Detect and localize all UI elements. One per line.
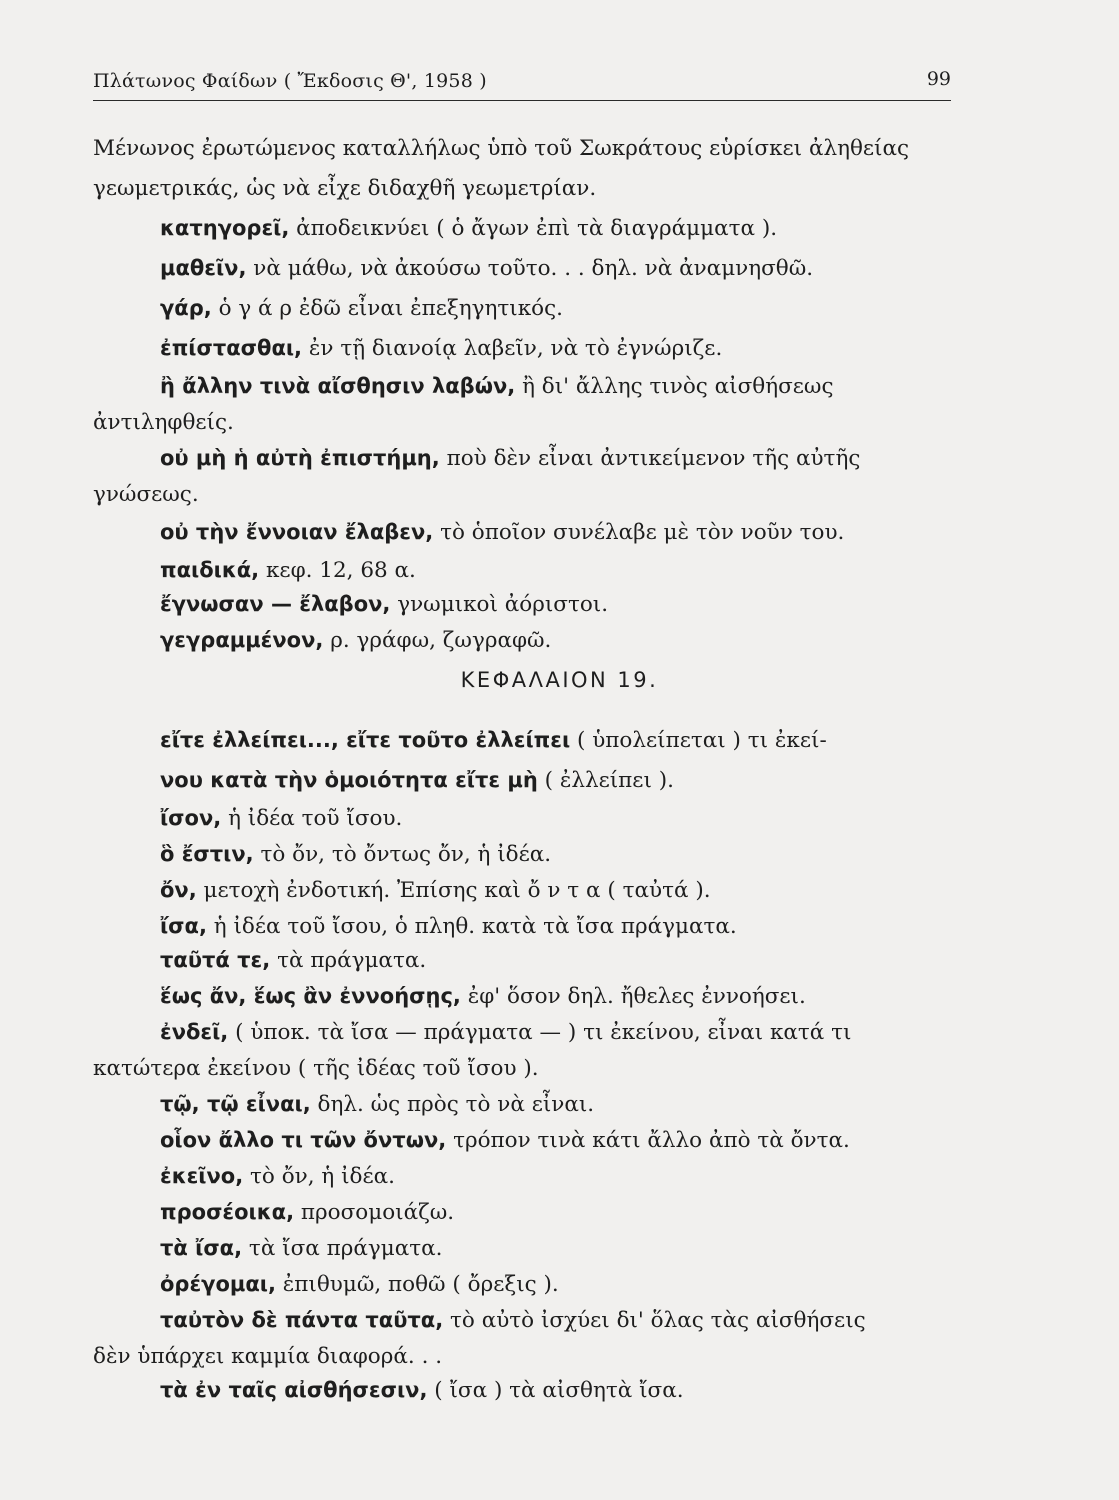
lemma: οὐ τὴν ἔννοιαν ἔλαβεν, — [160, 520, 434, 544]
lemma: οὐ μὴ ἡ αὐτὴ ἐπιστήμη, — [160, 446, 440, 470]
text-line — [160, 1130, 850, 1152]
text-line — [160, 880, 711, 902]
gloss: ἡ ἰδέα τοῦ ἴσου, ὁ πληθ. κατὰ τὰ ἴσα πράγματα. — [206, 914, 737, 939]
gloss: ἀποδεικνύει ( ὁ ἄγων ἐπὶ τὰ διαγράμματα ). — [289, 216, 778, 241]
gloss: τὸ ὄν, ἡ ἰδέα. — [243, 1164, 395, 1189]
text-line — [160, 1022, 851, 1044]
text-line — [160, 218, 777, 240]
gloss: μετοχὴ ἐνδοτική. Ἐπίσης καὶ ὄ ν τ α ( ταὐτά ). — [196, 878, 711, 903]
gloss: ἐπιθυμῶ, ποθῶ ( ὄρεξις ). — [275, 1272, 559, 1297]
lemma: γάρ, — [160, 296, 212, 320]
gloss: τὸ ὁποῖον συνέλαβε μὲ τὸν νοῦν του. — [433, 520, 845, 545]
text-line — [93, 1058, 539, 1080]
text-line — [160, 916, 737, 938]
text-line — [160, 1274, 559, 1296]
gloss: τρόπον τινὰ κάτι ἄλλο ἀπὸ τὰ ὄντα. — [446, 1128, 850, 1153]
gloss: γεωμετρικάς, ὡς νὰ εἶχε διδαχθῆ γεωμετρίαν. — [93, 176, 597, 201]
gloss: ἡ ἰδέα τοῦ ἴσου. — [221, 806, 403, 831]
text-line — [160, 376, 834, 398]
gloss: ( ὑποκ. τὰ ἴσα — πράγματα — ) τι ἐκείνου, εἶναι κατά τι — [228, 1020, 852, 1045]
gloss: ἢ δι' ἄλλης τινὸς αἰσθήσεως — [515, 374, 834, 399]
lemma: ὀρέγομαι, — [160, 1272, 276, 1296]
gloss: τὰ πράγματα. — [270, 948, 427, 973]
text-line — [160, 594, 608, 616]
text-line — [93, 1346, 442, 1368]
text-line — [160, 1202, 454, 1224]
gloss: ἀντιληφθείς. — [93, 410, 234, 435]
gloss: ( ἴσα ) τὰ αἰσθητὰ ἴσα. — [427, 1378, 684, 1403]
gloss: ( ἐλλείπει ). — [537, 768, 674, 793]
text-line — [160, 950, 426, 972]
gloss: τὸ αὐτὸ ἰσχύει δι' ὅλας τὰς αἰσθήσεις — [443, 1308, 866, 1333]
lemma: εἴτε ἐλλείπει..., εἴτε τοῦτο ἐλλείπει — [160, 728, 571, 752]
chapter-heading: ΚΕΦΑΛΑΙΟΝ 19. — [460, 668, 659, 692]
text-line — [160, 1380, 684, 1402]
gloss: ὁ γ ά ρ ἐδῶ εἶναι ἐπεξηγητικός. — [211, 296, 563, 321]
gloss: τὸ ὄν, τὸ ὄντως ὄν, ἡ ἰδέα. — [253, 842, 552, 867]
text-line — [160, 1310, 866, 1332]
lemma: τῷ, τῷ εἶναι, — [160, 1092, 311, 1116]
text-line — [160, 844, 551, 866]
lemma: ταὐτὸν δὲ πάντα ταῦτα, — [160, 1308, 444, 1332]
lemma: ὄν, — [160, 878, 197, 902]
text-line — [160, 1166, 395, 1188]
gloss: κατώτερα ἐκείνου ( τῆς ἰδέας τοῦ ἴσου ). — [93, 1056, 539, 1081]
text-line — [93, 138, 909, 160]
text-line — [160, 298, 563, 320]
gloss: δὲν ὑπάρχει καμμία διαφορά. . . — [93, 1344, 443, 1369]
lemma: τὰ ἴσα, — [160, 1236, 243, 1260]
text-line — [160, 258, 813, 280]
gloss: ἐφ' ὅσον δηλ. ἤθελες ἐννοήσει. — [460, 984, 806, 1009]
lemma: ἐκεῖνο, — [160, 1164, 244, 1188]
lemma: ἐπίστασθαι, — [160, 336, 303, 360]
lemma: μαθεῖν, — [160, 256, 247, 280]
lemma: ἐνδεῖ, — [160, 1020, 229, 1044]
gloss: ἐν τῇ διανοίᾳ λαβεῖν, νὰ τὸ ἐγνώριζε. — [302, 336, 723, 361]
gloss: ποὺ δὲν εἶναι ἀντικείμενον τῆς αὐτῆς — [439, 446, 861, 471]
text-line — [160, 522, 844, 544]
gloss: νὰ μάθω, νὰ ἀκούσω τοῦτο. . . δηλ. νὰ ἀναμνησθῶ. — [246, 256, 814, 281]
lemma: ἢ ἄλλην τινὰ αἴσθησιν λαβών, — [160, 374, 516, 398]
page-number: 99 — [926, 68, 951, 90]
text-line — [160, 338, 722, 360]
header-title: Πλάτωνος Φαίδων ( Ἔκδοσις Θ', 1958 ) — [93, 70, 487, 92]
running-header — [93, 66, 951, 101]
text-line — [160, 560, 416, 582]
gloss: προσομοιάζω. — [294, 1200, 455, 1225]
lemma: ὃ ἔστιν, — [160, 842, 254, 866]
lemma: τὰ ἐν ταῖς αἰσθήσεσιν, — [160, 1378, 428, 1402]
text-line — [93, 484, 199, 506]
lemma: ἔγνωσαν — ἔλαβον, — [160, 592, 391, 616]
lemma: παιδικά, — [160, 558, 260, 582]
lemma: ἴσον, — [160, 806, 222, 830]
lemma: γεγραμμένον, — [160, 628, 324, 652]
lemma: ταῦτά τε, — [160, 948, 271, 972]
text-line — [160, 1094, 594, 1116]
text-line — [93, 412, 234, 434]
gloss: γνώσεως. — [93, 482, 199, 507]
gloss: δηλ. ὡς πρὸς τὸ νὰ εἶναι. — [310, 1092, 595, 1117]
text-line — [160, 730, 827, 752]
text-line — [160, 448, 860, 470]
text-line — [160, 986, 806, 1008]
gloss: ( ὑπολείπεται ) τι ἐκεί- — [570, 728, 827, 753]
lemma: κατηγορεῖ, — [160, 216, 290, 240]
lemma: οἷον ἄλλο τι τῶν ὄντων, — [160, 1128, 447, 1152]
text-line — [160, 1238, 443, 1260]
lemma: ἕως ἄν, ἕως ἂν ἐννοήσῃς, — [160, 984, 461, 1008]
gloss: γνωμικοὶ ἀόριστοι. — [390, 592, 609, 617]
gloss: ρ. γράφω, ζωγραφῶ. — [323, 628, 552, 653]
text-line — [160, 630, 551, 652]
gloss: Μένωνος ἐρωτώμενος καταλλήλως ὑπὸ τοῦ Σωκράτους εὑρίσκει ἀληθείας — [93, 136, 910, 161]
text-line — [160, 770, 674, 792]
lemma: ἴσα, — [160, 914, 207, 938]
gloss: τὰ ἴσα πράγματα. — [242, 1236, 443, 1261]
lemma: προσέοικα, — [160, 1200, 295, 1224]
text-line — [93, 178, 596, 200]
text-line — [160, 808, 402, 830]
gloss: κεφ. 12, 68 α. — [259, 558, 416, 583]
lemma: νου κατὰ τὴν ὁμοιότητα εἴτε μὴ — [160, 768, 538, 792]
